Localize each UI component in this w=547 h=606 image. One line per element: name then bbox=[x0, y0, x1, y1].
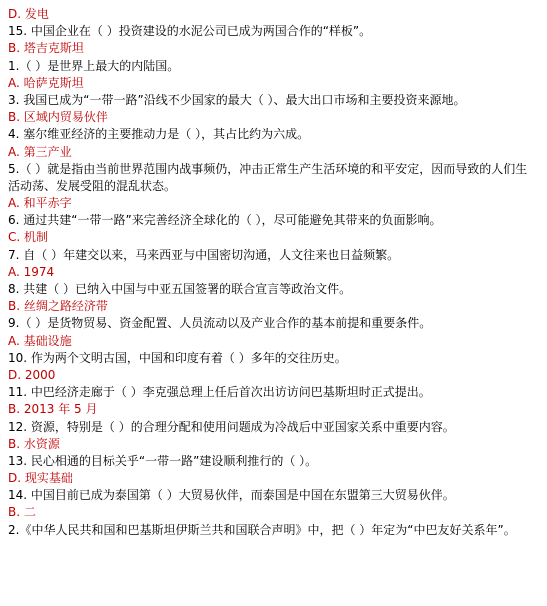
question-line: 13. 民心相通的目标关乎“一带一路”建设顺利推行的（ ）。 bbox=[8, 453, 318, 468]
answer-line: B. 塔吉克斯坦 bbox=[8, 41, 84, 56]
answer-line: A. 和平赤字 bbox=[8, 196, 72, 211]
question-line: 15. 中国企业在（ ）投资建设的水泥公司已成为两国合作的“样板”。 bbox=[8, 24, 372, 39]
question-line: 2.《中华人民共和国和巴基斯坦伊斯兰共和国联合声明》中，把（ ）年定为“中巴友好关系年”。 bbox=[8, 522, 516, 537]
question-line: 10. 作为两个文明古国，中国和印度有着（ ）多年的交往历史。 bbox=[8, 350, 347, 365]
answer-line: C. 机制 bbox=[8, 230, 49, 245]
question-line: 6. 通过共建“一带一路”来完善经济全球化的（ ），尽可能避免其带来的负面影响。 bbox=[8, 213, 442, 228]
answer-line: B. 2013 年 5 月 bbox=[8, 402, 98, 417]
question-line: 5.（ ）就是指由当前世界范围内战事频仍，冲击正常生产生活环境的和平安定，因而导致的人们生活动荡、发展受阻的混乱状态。 bbox=[8, 161, 528, 193]
answer-line: A. 第三产业 bbox=[8, 144, 72, 159]
question-line: 11. 中巴经济走廊于（ ）李克强总理上任后首次出访访问巴基斯坦时正式提出。 bbox=[8, 385, 431, 400]
question-line: 4. 塞尔维亚经济的主要推动力是（ ），其占比约为六成。 bbox=[8, 127, 310, 142]
answer-line: A. 哈萨克斯坦 bbox=[8, 75, 84, 90]
question-line: 8. 共建（ ）已纳入中国与中亚五国签署的联合宣言等政治文件。 bbox=[8, 282, 352, 297]
question-line: 9.（ ）是货物贸易、资金配置、人员流动以及产业合作的基本前提和重要条件。 bbox=[8, 316, 432, 331]
answer-line: B. 二 bbox=[8, 505, 36, 520]
question-line: 3. 我国已成为“一带一路”沿线不少国家的最大（ ）、最大出口市场和主要投资来源地。 bbox=[8, 92, 466, 107]
answer-line: A. 1974 bbox=[8, 264, 55, 279]
answer-line: D. 发电 bbox=[8, 7, 49, 21]
answer-line: B. 水资源 bbox=[8, 436, 60, 451]
question-line: 1.（ ）是世界上最大的内陆国。 bbox=[8, 58, 180, 73]
question-line: 12. 资源，特别是（ ）的合理分配和使用问题成为冷战后中亚国家关系中重要内容。 bbox=[8, 419, 455, 434]
question-line: 7. 自（ ）年建交以来，马来西亚与中国密切沟通，人文往来也日益频繁。 bbox=[8, 247, 400, 262]
answer-line: B. 丝绸之路经济带 bbox=[8, 299, 108, 314]
answer-line: A. 基础设施 bbox=[8, 333, 72, 348]
answer-line: D. 2000 bbox=[8, 367, 56, 382]
answer-line: B. 区域内贸易伙伴 bbox=[8, 110, 108, 125]
answer-line: D. 现实基础 bbox=[8, 471, 73, 486]
question-line: 14. 中国目前已成为泰国第（ ）大贸易伙伴，而泰国是中国在东盟第三大贸易伙伴。 bbox=[8, 488, 455, 503]
